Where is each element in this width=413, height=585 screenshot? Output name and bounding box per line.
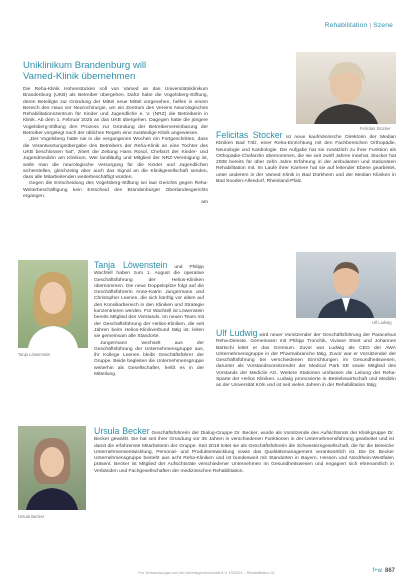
photo-caption: Tanja Löwenstein [18,352,51,357]
subsection-label: Szene [373,22,393,29]
portrait-photo [18,260,88,348]
article-paragraph: Die Reha-Klinik Hohenstücken soll von Vamed an das Universitätsklinikum Brandenburg (UKB) als Betreiber übergehen. Dafür habe die Vogelsberg-Stiftung, deren Beteiligte zur Gründung der Mittel neue Mittel vorgesehen, helfen in einem Bereich des Haus vor Neurochirurgie, um ein Zentrum des Vereins Neurologisches Rehabilitationszentrum für Kinder und Jugendliche e. V. (NRZ) die Betreiberin in Klinik. Ab dem 1. Februar 2025 an das UKB übergehen. Dagegen hatte die jüngere Vogelsberg-Stiftung den Prozess zur Gründung der Betreibervereinbarung der Betreiber vorgelegt nach der üblichen Regeln eine zuständige Klinik angewiesen. [23,87,208,137]
portrait-photo [296,252,396,318]
person-name: Tanja Löwenstein [94,260,168,270]
footer-text: f+w Verbandsorgan und der Arbeitsgemeinschaft e.V. 10/2024 – Rehabilitation 01 [138,571,275,575]
portrait-ursula-becker [18,426,86,510]
portrait-photo [296,52,396,124]
portrait-ulf-ludwig [296,252,396,318]
photo-caption: Felicitas Stocker [360,126,391,131]
article-title [23,60,213,82]
article-title-line: Uniklinikum Brandenburg will [23,60,147,71]
photo-caption: Ursula Becker [18,514,45,519]
article-paragraph: Gegen die Entscheidung des Vogelsberg-Stiftung sei laut Gerichts gegen Reha-Weiterbeschäftigung kein Entscheid des Brandenburger Oberlandesgerichts ergangen. [23,181,208,200]
article-title-line: Vamed-Klinik übernehmen [23,71,136,82]
person-text: Jungermann wechselt aus der Geschäftsführung der Unternehmensgruppe aus, ihr Kollege Leenen bleibt Geschäftsführer der Gruppe. Beide begleiten die Unternehmensgruppe weiterhin als Gesellschafter, heißt es in der Mitteilung. [94,340,204,378]
person-text: und Philipp Wachtell haben zum 1. August die operative Geschäftsführung der Helios-Kliniken übernommen. Die neue Doppelspitze folgt auf die Geschäftsführerin Anne-Katrin Jungermann und Christopher Leenen, die sich künftig vor allem auf den Konsiliarbereich in den Kliniken und Strategie konzentrieren werden. Für Wachtell ist Löwenstein bereits Mitglied des Vorstands. Im neuen Team mit der Geschäftsführung der Helios-Kliniken, die seit Jahren beim Helios-Klinikverbund tätig ist, leiten sie gemeinsam alle Standorte. [94,265,204,340]
section-label: Rehabilitation [324,22,368,29]
page-label: f+w [372,568,382,574]
article-source: am [201,200,208,206]
portrait-tanja-loewenstein [18,260,88,348]
person-entry-stocker [216,132,396,185]
person-text: Geschäftsführerin der Dialog-Gruppe Dr. Becker, wurde als Vorsitzende des Aufsichtsrats der Klinikgruppe Dr. Becker gewählt. Sie hat seit ihrer Gründung vor 35 Jahren in verschiedenen Funktionen in der Unternehmensführung gearbeitet und ist damit die erfahrenste Mitarbeiterin der Gruppe. Seit 2019 leitet sie als Geschäftsführerin die Schwesterngesellschaft, die für die Bereiche Unternehmensentwicklung, Personal- und Produktentwicklung sowie das Qualitätsmanagement verantwortlich ist. Die Dr. Becker Unternehmensgruppe besteht aus acht Reha-Kliniken und ist bundesweit mit Standorten in Bayern, Hessen und Nordrhein-Westfalen präsent. Becker ist Mitglied der Aufsichtsräte verschiedener Unternehmen im Gesundheitswesen und engagiert sich ehrenamtlich in Verbänden und Fachgesellschaften der medizinischen Rehabilitation. [94,431,395,474]
person-name: Ulf Ludwig [216,328,258,338]
person-text: wird neuer Vorsitzender der Geschäftsführung der Paracelsus Reha-Dienste. Gemeinsam mit Philipp Tronchik, Viviane Streit und Johannes Bärtschi leitet er das Gremium. Zuvor war Ludwig als CEO der AWA Unternehmensgruppe in der Pharmabranche tätig. Zuvor war er Vorsitzender der Geschäftsführung bei verschiedenen Einrichtungen im Gesundheitswesen, darunter als Vorstandsvorsitzender der Medical Park SE sowie Mitglied des Vorstands der Mediclin AG. Weitere Stationen umfassen die Leitung der Reha-Sparte der Helios Kliniken. Ludwig promovierte in Betriebswirtschaft und Medizin an der Universität Köln und ist seit vielen Jahren in der Rehabilitation tätig. [216,333,397,389]
person-name: Felicitas Stocker [216,130,283,140]
person-text: ist neue kaufmännische Direktorin der Median Kliniken Bad Tölz, einer Reha-Einrichtung mit den Fachbereichen Orthopädie, Neurologie und Kardiologie. Die Aufgabe hat sie zusätzlich zu ihrer Funktion als Orthopädie-Chefarztin übernommen, die sie seit zwölf Jahren innehat. Stocker hat 2008 bereits für über zehn Jahre Erfahrung in der ambulanten und stationären Rehabilitation mit. Im Laufe ihrer Karriere hat sie auf leitender Ebene gearbeitet, unter anderem in der Vamed Klinik in Bad Dürkheim und der Median Kliniken in Bad Sooden-Allendorf, Rheinland-Pfalz. [216,135,397,185]
photo-caption: Ulf Ludwig [372,320,392,325]
person-entry-becker [94,428,394,475]
person-entry-ludwig [216,330,396,390]
portrait-felicitas-stocker [296,52,396,124]
article-body [23,87,208,207]
portrait-photo [18,426,86,510]
header-separator: | [369,22,372,29]
section-header [0,22,413,29]
person-name: Ursula Becker [94,426,150,436]
page-number-block [372,568,395,574]
person-entry-loewenstein [94,262,204,378]
article-paragraph: „Der Vogelsberg hatte nie in die vergangenen Wochen ein Fortgeschritten, dass die Verantwortungsübergabe des Betreibers der Reha-Klinik an eine Tochter des UKB beschlossen hat“, zitiert die Zeitung Hans Rosol, Chefarzt der Kinder- und Jugendmedizin am Klinikum. Wer landläufig und Mitglied der NRZ-Vereinigung ist, wolle man die neurologische Versorgung für die Kinder und Jugendlichen sicherstellen, gleichzeitig aber auch das Signal an die Klinikgesellschaft senden, dass alle Mitarbeitenden weiterbeschäftigt würden. [23,137,208,181]
page-number: 867 [384,568,395,574]
